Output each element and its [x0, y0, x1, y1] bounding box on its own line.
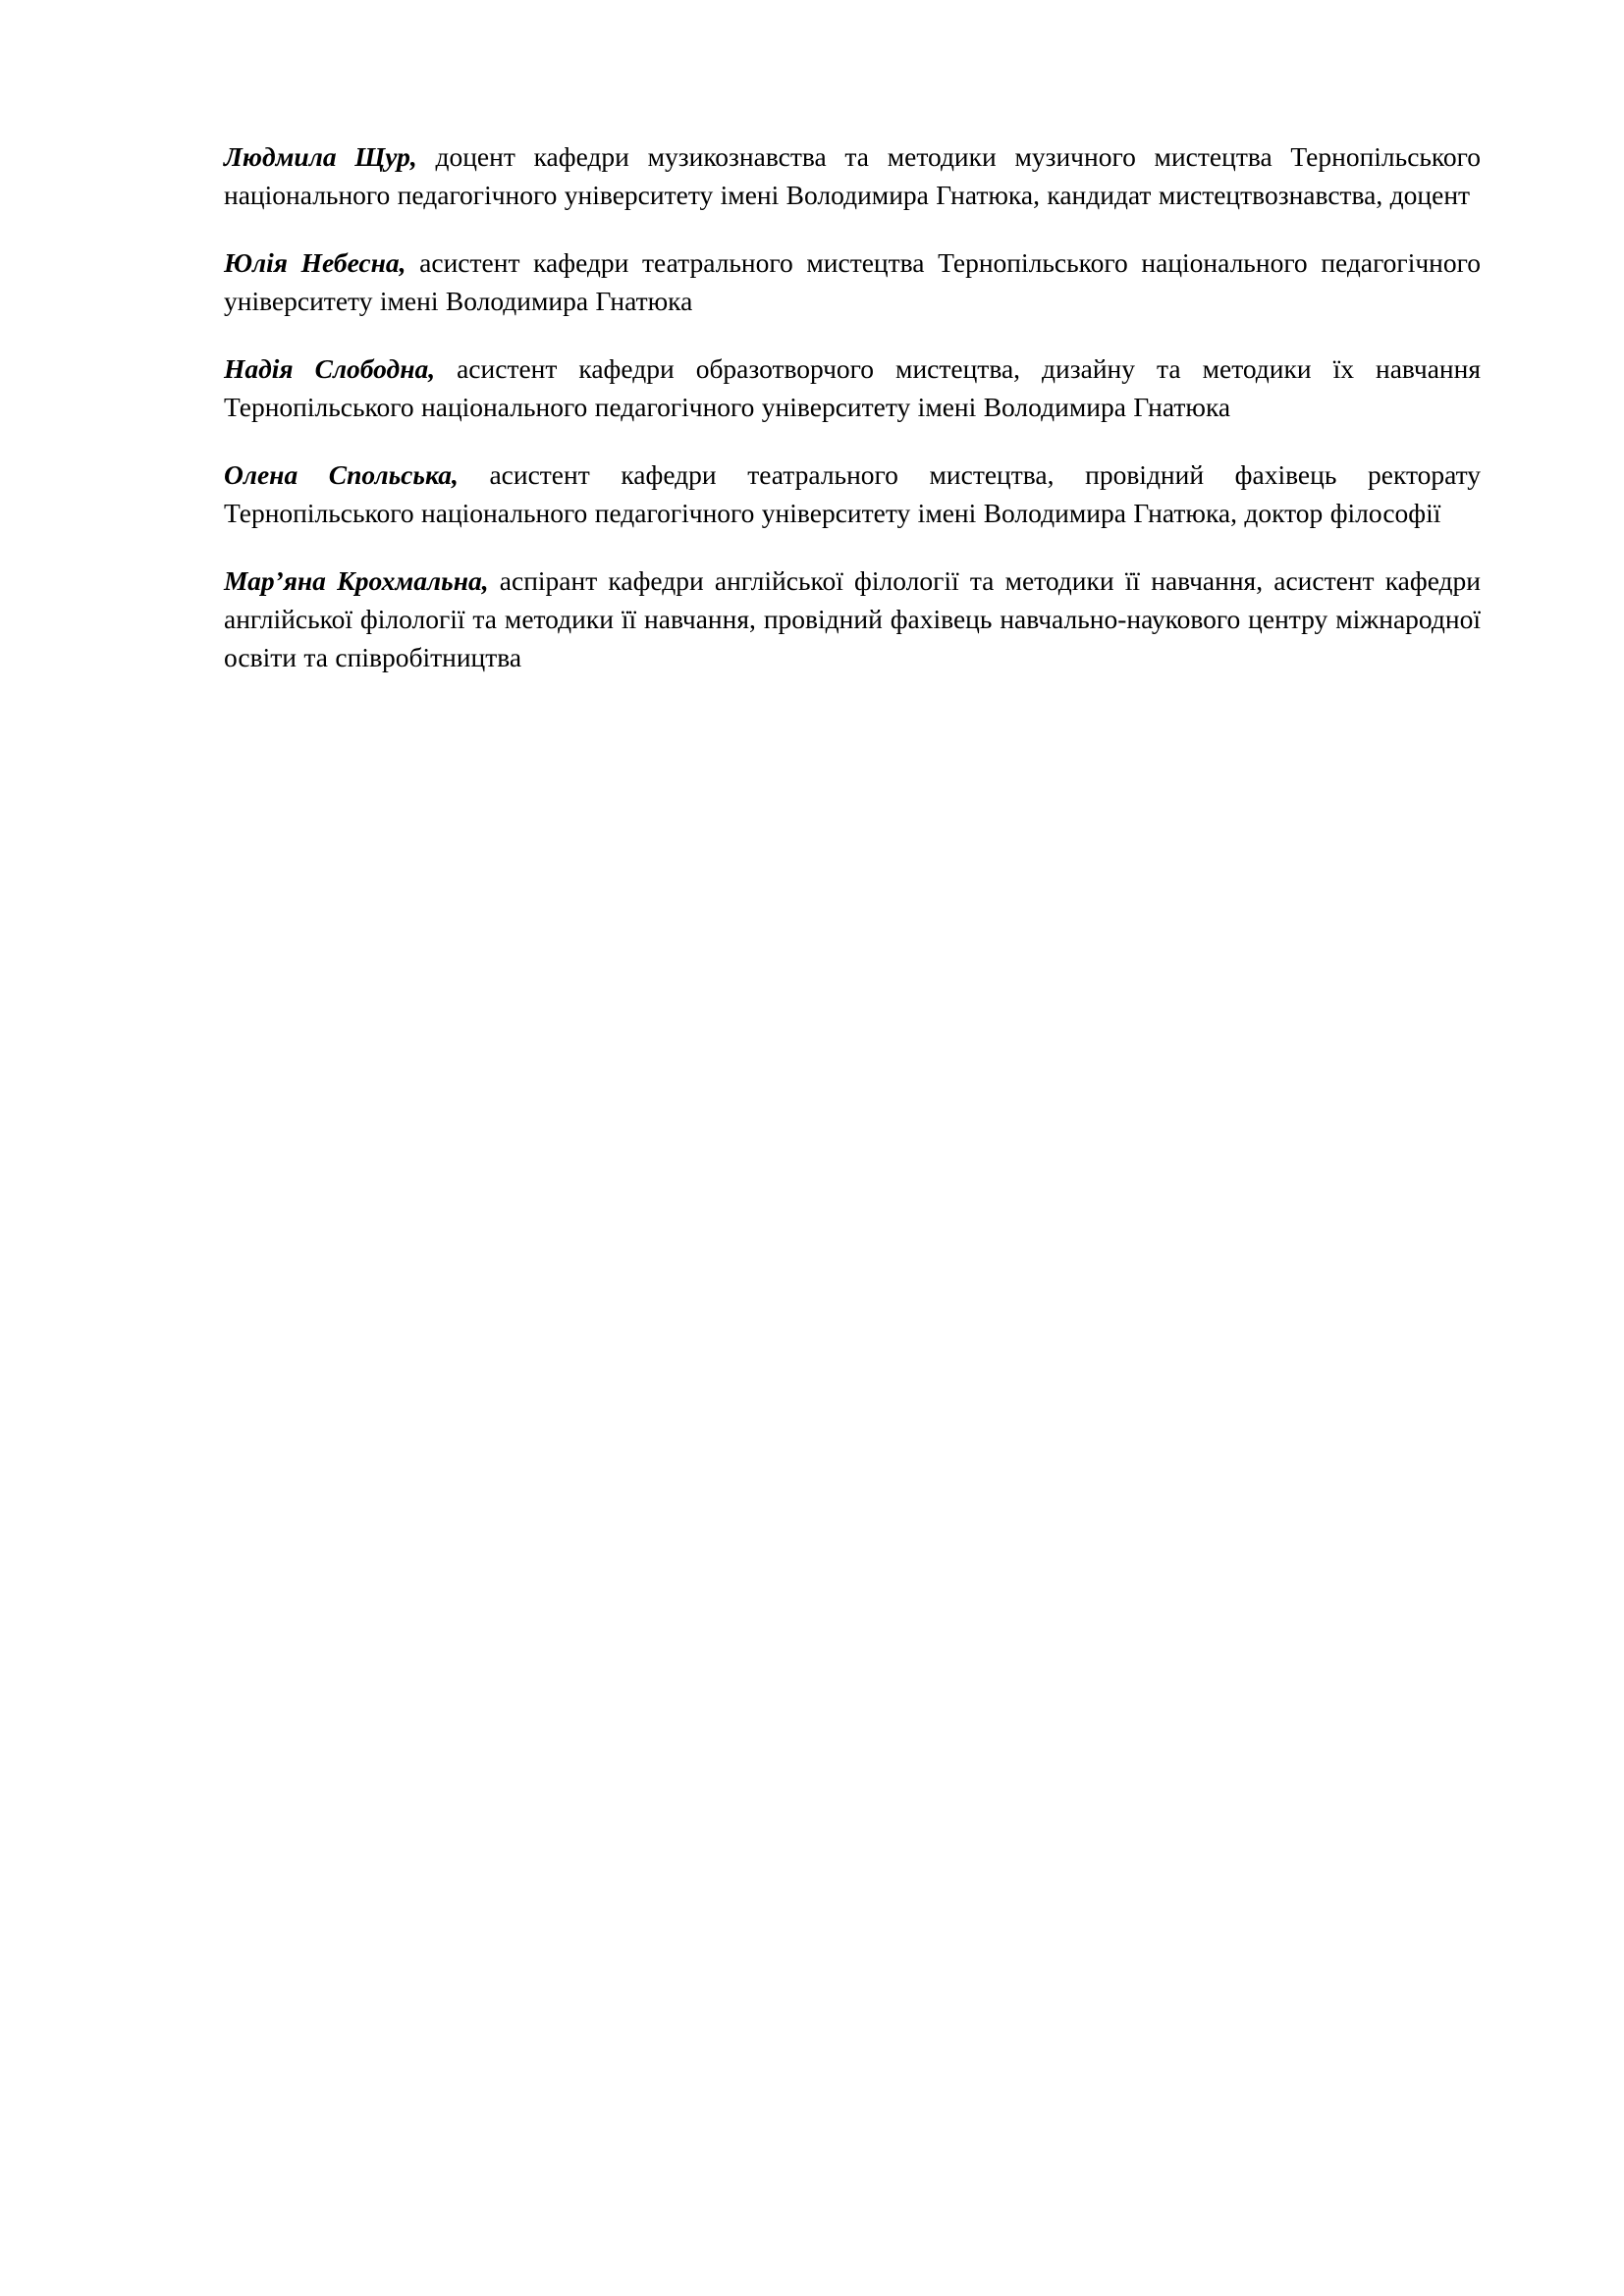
person-name: Юлія Небесна,	[224, 247, 406, 279]
person-entry	[224, 455, 1481, 532]
person-name: Людмила Щур,	[224, 141, 417, 172]
person-description: асистент кафедри театрального мистецтва Тернопільського національного педагогічного університету імені Володимира Гнатюка	[224, 247, 1481, 317]
person-description: аспірант кафедри англійської філології та методики її навчання, асистент кафедри англійської філології та методики її навчання, провідний фахівець навчально-наукового центру міжнародної освіти та співробітництва	[224, 565, 1482, 673]
person-entry	[224, 243, 1481, 320]
person-entry	[224, 349, 1481, 426]
person-description: асистент кафедри образотворчого мистецтва, дизайну та методики їх навчання Тернопільського національного педагогічного університету імені Володимира Гнатюка	[224, 353, 1481, 423]
person-description: доцент кафедри музикознавства та методики музичного мистецтва Тернопільського національного педагогічного університету імені Володимира Гнатюка, кандидат мистецтвознавства, доцент	[224, 141, 1481, 211]
document-body	[224, 137, 1481, 677]
person-entry	[224, 137, 1481, 214]
person-name: Надія Слободна,	[224, 353, 436, 385]
person-name: Мар’яна Крохмальна,	[224, 565, 489, 597]
person-name: Олена Спольська,	[224, 459, 459, 491]
person-description: асистент кафедри театрального мистецтва, провідний фахівець ректорату Тернопільського національного педагогічного університету імені Володимира Гнатюка, доктор філософії	[224, 459, 1482, 529]
person-entry	[224, 561, 1481, 676]
